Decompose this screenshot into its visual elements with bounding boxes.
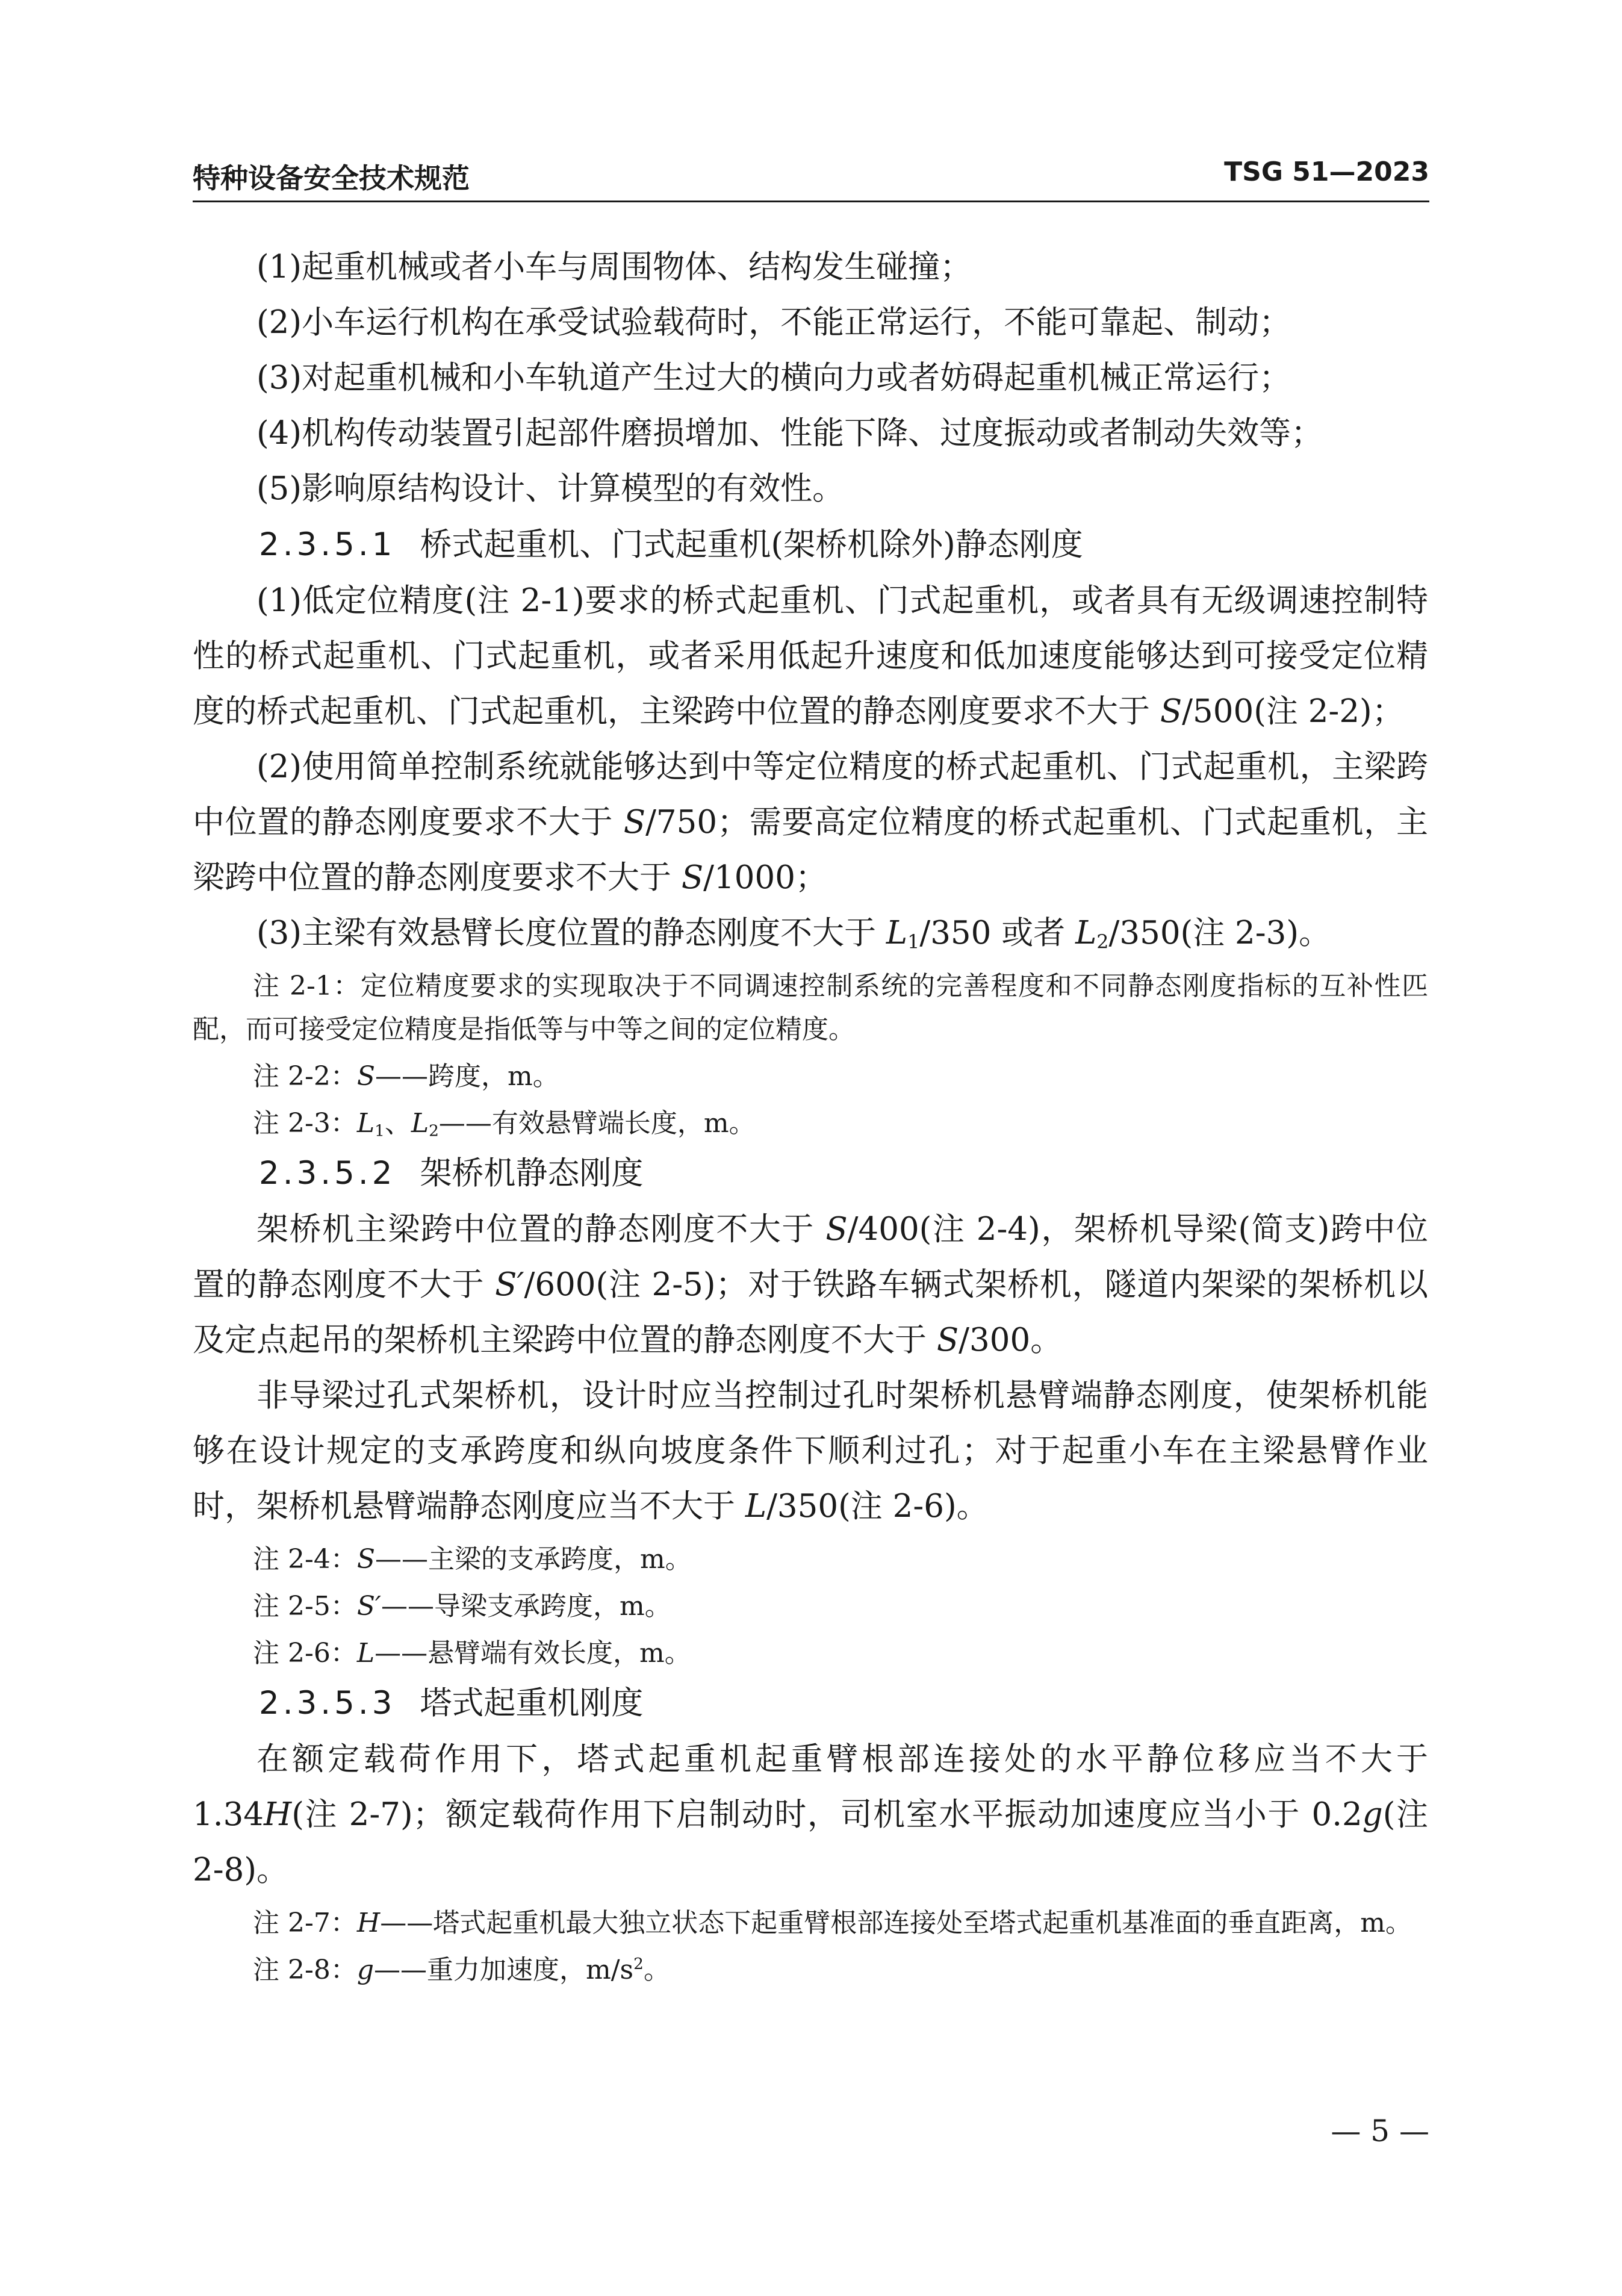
note: 注 2-4：S——主梁的支承跨度，m。 [253,1544,692,1575]
section-number: 2.3.5.3 [259,1685,396,1722]
paragraph: (3)主梁有效悬臂长度位置的静态刚度不大于 $L_1/350$ 或者 $L_2/350$(注 2-3)。 [256,915,1331,953]
header-standard-code: TSG 51—2023 [1224,157,1429,187]
note: 注 2-3：$L_1$、$L_2——$有效悬臂端长度，m。 [253,1108,756,1140]
paragraph: (1)低定位精度(注 2-1)要求的桥式起重机、门式起重机，或者具有无级调速控制特性的桥式起重机、门式起重机，或者采用低起升速度和低加速度能够达到可接受定位精度的桥式起重机、门式起重机，主梁跨中位置的静态刚度要求不大于 S/500(注 2-2)； [193,582,1428,730]
note: 注 2-7：H——塔式起重机最大独立状态下起重臂根部连接处至塔式起重机基准面的垂直距离，m。 [253,1908,1412,1938]
note: 注 2-6：L——悬臂端有效长度，m。 [253,1638,691,1669]
section-title: 桥式起重机、门式起重机(架桥机除外)静态刚度 [420,526,1083,563]
page-body [193,240,1428,1992]
list-item: (1)起重机械或者小车与周围物体、结构发生碰撞； [256,249,972,285]
paragraph: (2)使用简单控制系统就能够达到中等定位精度的桥式起重机、门式起重机，主梁跨中位置的静态刚度要求不大于 S/750；需要高定位精度的桥式起重机、门式起重机，主梁跨中位置的静态刚度要求不大于 S/1000； [193,748,1428,896]
section-heading-2351 [193,517,1428,573]
section-number: 2.3.5.1 [259,526,396,563]
list-item: (4)机构传动装置引起部件磨损增加、性能下降、过度振动或者制动失效等； [256,415,1323,452]
section-title: 架桥机静态刚度 [420,1155,644,1192]
note: 注 2-8：g——重力加速度，$m/s^2$。 [253,1955,670,1985]
list-item: (5)影响原结构设计、计算模型的有效性。 [256,470,845,507]
section-title: 塔式起重机刚度 [420,1685,644,1722]
list-item: (3)对起重机械和小车轨道产生过大的横向力或者妨碍起重机械正常运行； [256,359,1291,396]
header-title: 特种设备安全技术规范 [193,162,470,194]
paragraph: 非导梁过孔式架桥机，设计时应当控制过孔时架桥机悬臂端静态刚度，使架桥机能够在设计规定的支承跨度和纵向坡度条件下顺利过孔；对于起重小车在主梁悬臂作业时，架桥机悬臂端静态刚度应当不大于 L/350(注 2-6)。 [193,1377,1428,1525]
section-number: 2.3.5.2 [259,1155,396,1192]
note: 注 2-5：S′——导梁支承跨度，m。 [253,1591,671,1622]
list-item: (2)小车运行机构在承受试验载荷时，不能正常运行，不能可靠起、制动； [256,304,1291,341]
page-number: — 5 — [1331,2114,1429,2148]
section-heading-2352 [193,1145,1428,1202]
note: 注 2-1：定位精度要求的实现取决于不同调速控制系统的完善程度和不同静态刚度指标的互补性匹配，而可接受定位精度是指低等与中等之间的定位精度。 [193,971,1428,1045]
page-header [193,148,1429,196]
paragraph: 架桥机主梁跨中位置的静态刚度不大于 S/400(注 2-4)，架桥机导梁(简支)跨中位置的静态刚度不大于 S′/600(注 2-5)；对于铁路车辆式架桥机，隧道内架梁的架桥机以及定点起吊的架桥机主梁跨中位置的静态刚度不大于 S/300。 [193,1211,1428,1358]
note: 注 2-2：S——跨度，m。 [253,1061,559,1092]
section-heading-2353 [193,1675,1428,1732]
paragraph: 在额定载荷作用下，塔式起重机起重臂根部连接处的水平静位移应当不大于 1.34H(注 2-7)；额定载荷作用下启制动时，司机室水平振动加速度应当小于 0.2g(注 2-8)。 [193,1741,1428,1888]
header-divider [193,201,1429,202]
page-footer [193,2114,1429,2156]
